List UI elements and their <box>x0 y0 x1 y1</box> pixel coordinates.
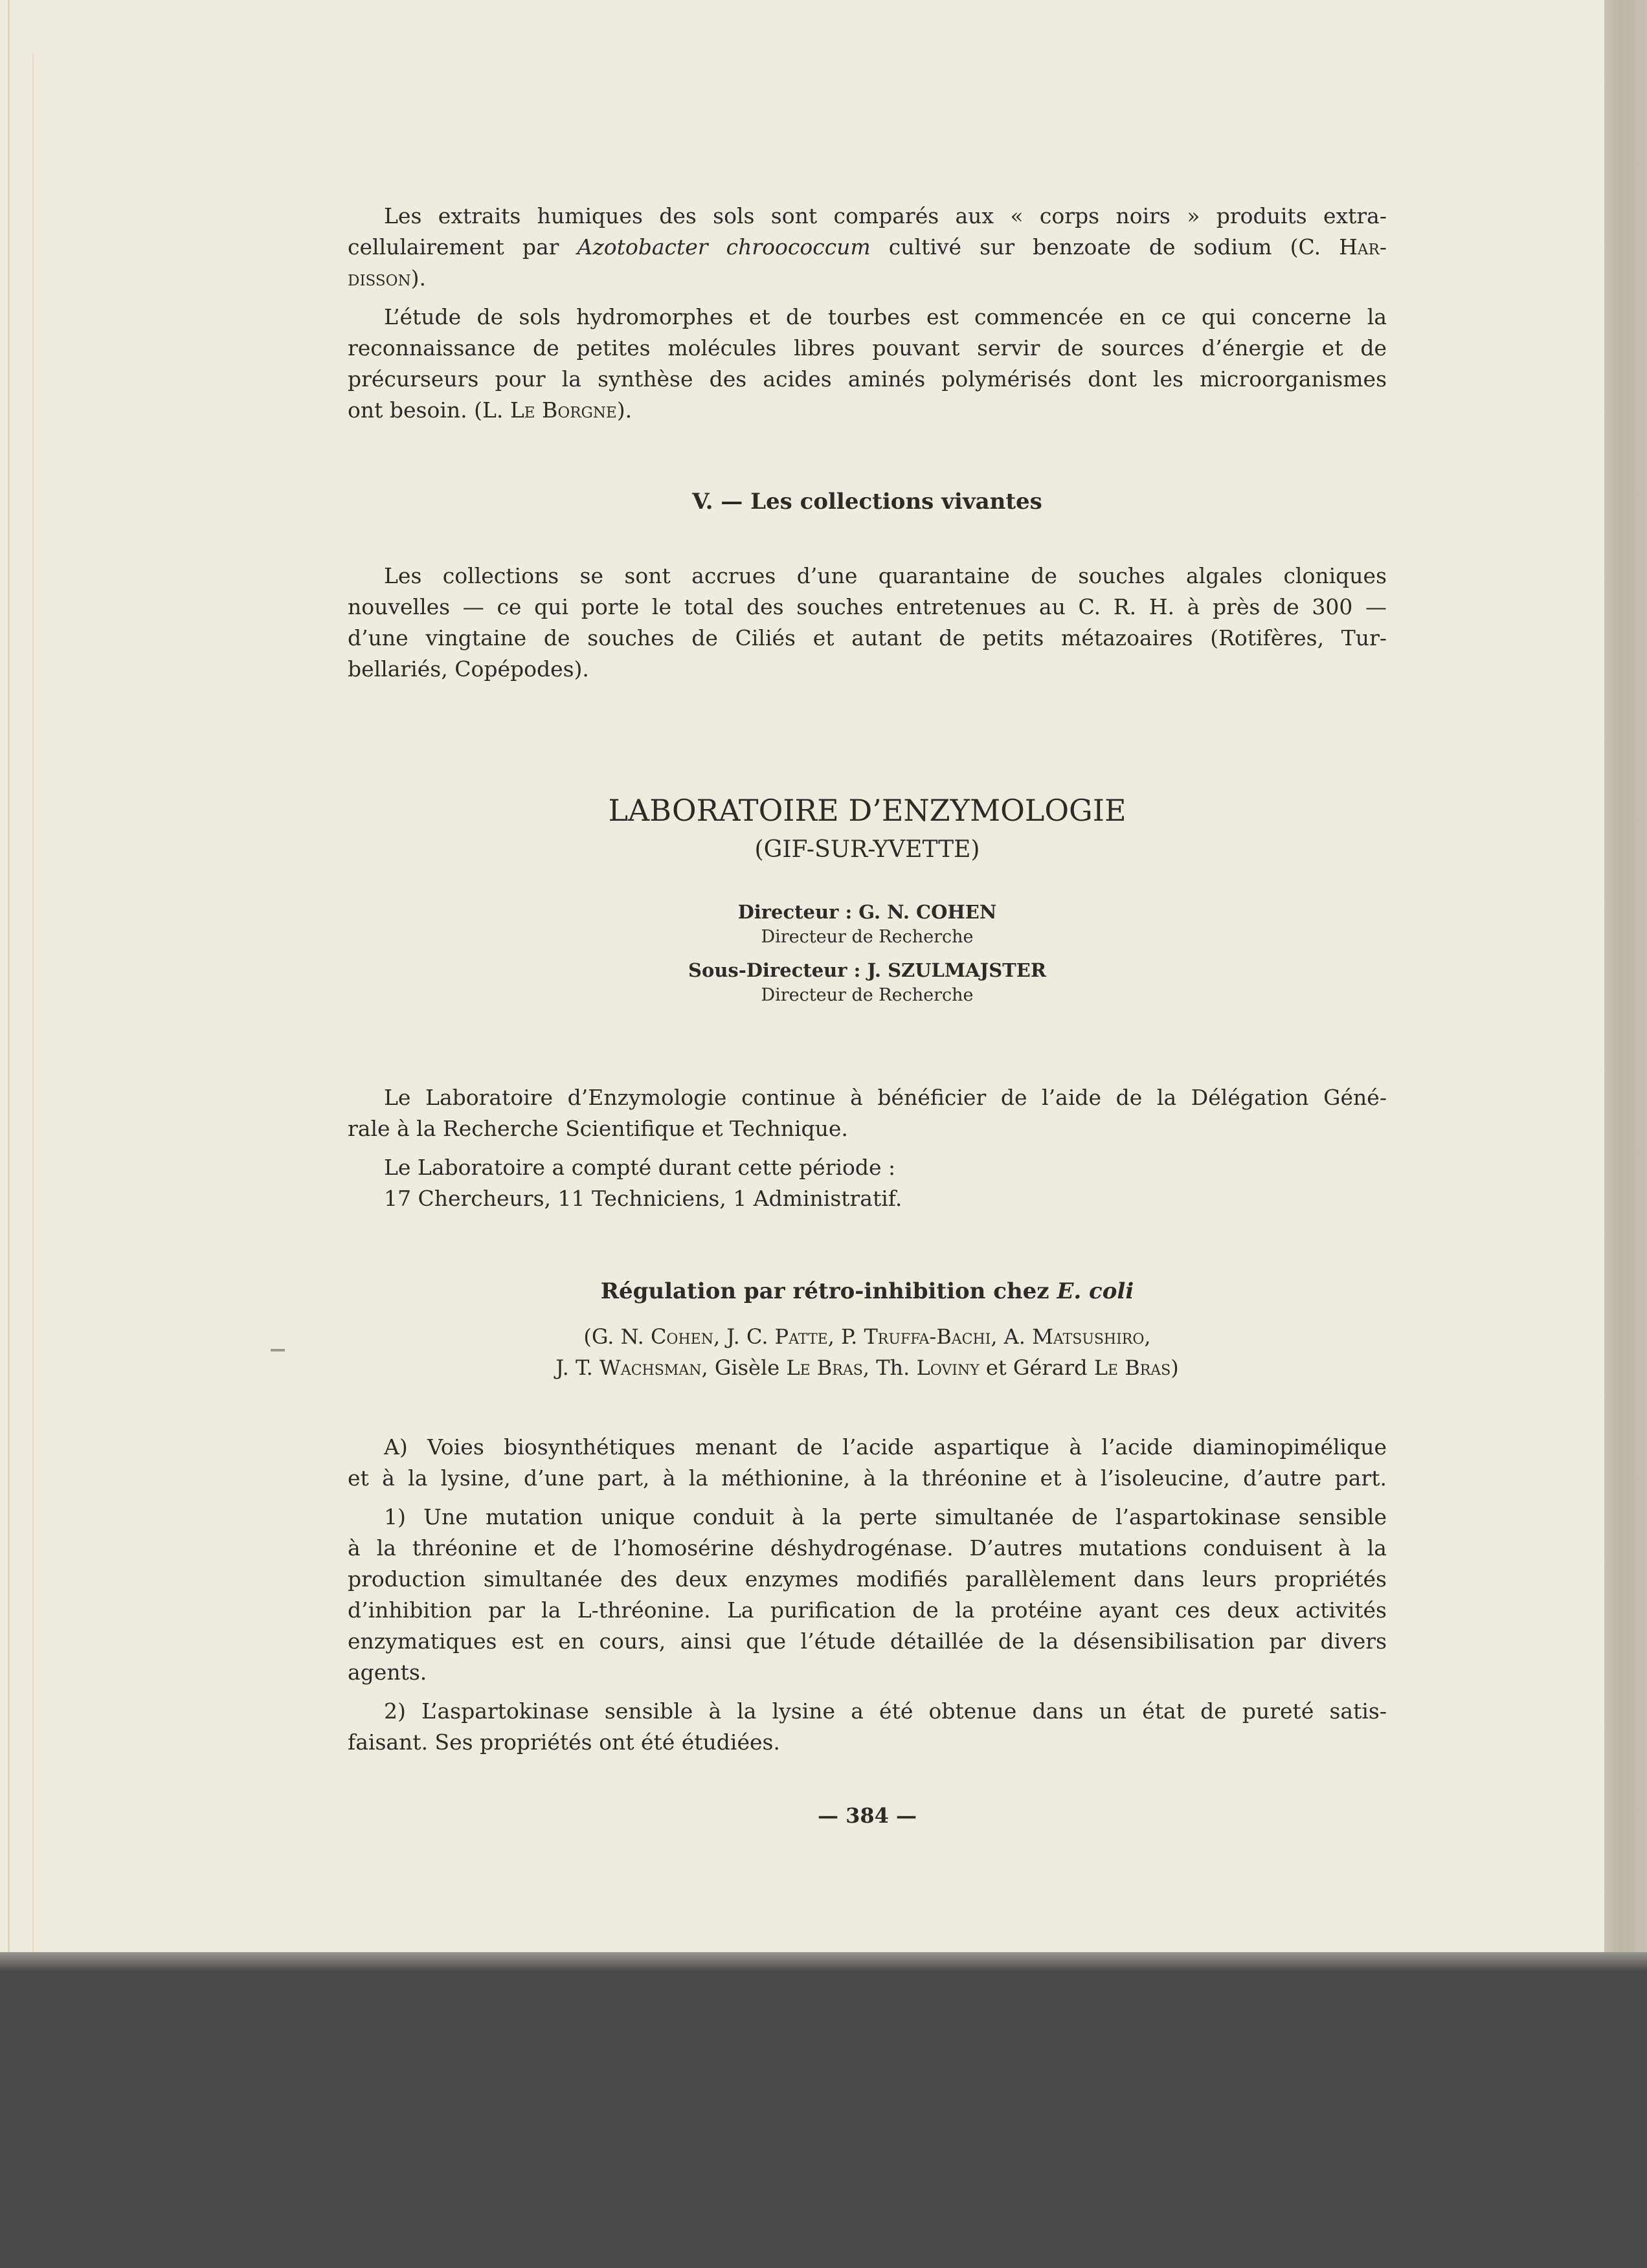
author-name: Har- <box>1339 234 1387 260</box>
paragraph-line <box>348 263 1387 294</box>
text: , J. C. <box>713 1324 775 1349</box>
text: cellulairement par <box>348 234 577 260</box>
text: ). <box>616 397 633 423</box>
director-name: Directeur : G. N. COHEN <box>737 901 997 923</box>
page-edge-line <box>8 0 10 1952</box>
author-name: Le Bras <box>786 1355 863 1380</box>
page-shadow <box>0 1952 1647 1972</box>
author-name: Matsushiro <box>1032 1324 1145 1349</box>
text: ont besoin. (L. <box>348 397 510 423</box>
sub-director-role: Directeur de Recherche <box>761 985 974 1005</box>
text: ). <box>410 265 426 291</box>
author-name: Patte <box>774 1324 828 1349</box>
paragraph-line: d’une vingtaine de souches de Ciliés et autant de petits métazoaires (Rotifères, Tur- <box>348 625 1387 650</box>
sub-director-name: Sous-Directeur : J. SZULMAJSTER <box>688 959 1046 981</box>
laboratory-location: (GIF-SUR-YVETTE) <box>754 836 980 863</box>
paragraph-line: 17 Chercheurs, 11 Techniciens, 1 Administratif. <box>384 1186 902 1211</box>
paragraph-line: agents. <box>348 1660 427 1685</box>
species-name: E. coli <box>1057 1278 1134 1304</box>
paragraph-line: rale à la Recherche Scientifique et Technique. <box>348 1116 848 1141</box>
laboratory-title: LABORATOIRE D’ENZYMOLOGIE <box>608 793 1126 828</box>
text: J. T. <box>555 1355 599 1380</box>
paragraph-line: nouvelles — ce qui porte le total des souches entretenues au C. R. H. à près de 300 — <box>348 594 1387 619</box>
author-name: Wachsman <box>599 1355 702 1380</box>
paragraph-line: Le Laboratoire a compté durant cette période : <box>384 1155 896 1180</box>
authors-line <box>348 1324 1387 1349</box>
paragraph-line: A) Voies biosynthétiques menant de l’acide aspartique à l’acide diaminopimélique <box>384 1434 1387 1460</box>
paragraph-line: enzymatiques est en cours, ainsi que l’étude détaillée de la désensibilisation par divers <box>348 1629 1387 1654</box>
text: , P. <box>827 1324 864 1349</box>
paragraph-line: Le Laboratoire d’Enzymologie continue à bénéficier de l’aide de la Délégation Géné- <box>384 1085 1387 1110</box>
paragraph-line: Les collections se sont accrues d’une quarantaine de souches algales cloniques <box>384 563 1387 588</box>
text: , Gisèle <box>701 1355 787 1380</box>
text: cultivé sur benzoate de sodium (C. <box>870 234 1339 260</box>
page-edge-line <box>32 53 34 1952</box>
author-name: disson <box>348 265 411 291</box>
paragraph-line: 2) L’aspartokinase sensible à la lysine a été obtenue dans un état de pureté satis- <box>384 1698 1387 1724</box>
paragraph-line: et à la lysine, d’une part, à la méthionine, à la thréonine et à l’isoleucine, d’autre part. <box>348 1465 1387 1491</box>
paragraph-line: faisant. Ses propriétés ont été étudiées. <box>348 1729 780 1755</box>
species-name: Azotobacter chroococcum <box>577 234 871 260</box>
paragraph-line: L’étude de sols hydromorphes et de tourbes est commencée en ce qui concerne la <box>384 304 1387 329</box>
paragraph-line: bellariés, Copépodes). <box>348 656 589 682</box>
page-number: — 384 — <box>817 1803 917 1828</box>
author-name: Loviny <box>916 1355 980 1380</box>
text: Régulation par rétro-inhibition chez <box>600 1278 1057 1304</box>
paragraph-line <box>348 232 1387 263</box>
authors-line <box>348 1355 1387 1380</box>
director-role: Directeur de Recherche <box>761 927 974 947</box>
section-heading: V. — Les collections vivantes <box>692 489 1042 515</box>
paragraph-line: précurseurs pour la synthèse des acides aminés polymérisés dont les microorganismes <box>348 366 1387 392</box>
margin-mark <box>271 1349 285 1351</box>
paragraph-line: à la thréonine et de l’homosérine déshydrogénase. D’autres mutations conduisent à la <box>348 1535 1387 1561</box>
author-name: Cohen <box>650 1324 713 1349</box>
author-name: Le Borgne <box>510 397 617 423</box>
author-name: Truffa-Bachi <box>864 1324 991 1349</box>
paragraph-line: production simultanée des deux enzymes modifiés parallèlement dans leurs propriétés <box>348 1566 1387 1592</box>
book-binding <box>1604 0 1647 1961</box>
text: , A. <box>991 1324 1033 1349</box>
paragraph-line: d’inhibition par la L-thréonine. La purification de la protéine ayant ces deux activités <box>348 1597 1387 1623</box>
paragraph-line <box>348 395 1387 426</box>
paragraph-line: Les extraits humiques des sols sont comparés aux « corps noirs » produits extra- <box>384 203 1387 228</box>
text: , <box>1144 1324 1151 1349</box>
paragraph-line: 1) Une mutation unique conduit à la perte simultanée de l’aspartokinase sensible <box>384 1504 1387 1529</box>
text: et Gérard <box>979 1355 1094 1380</box>
subsection-heading <box>348 1278 1387 1304</box>
text: (G. N. <box>583 1324 651 1349</box>
text: ) <box>1171 1355 1179 1380</box>
text: , Th. <box>862 1355 917 1380</box>
paragraph-line: reconnaissance de petites molécules libres pouvant servir de sources d’énergie et de <box>348 335 1387 361</box>
author-name: Le Bras <box>1093 1355 1171 1380</box>
